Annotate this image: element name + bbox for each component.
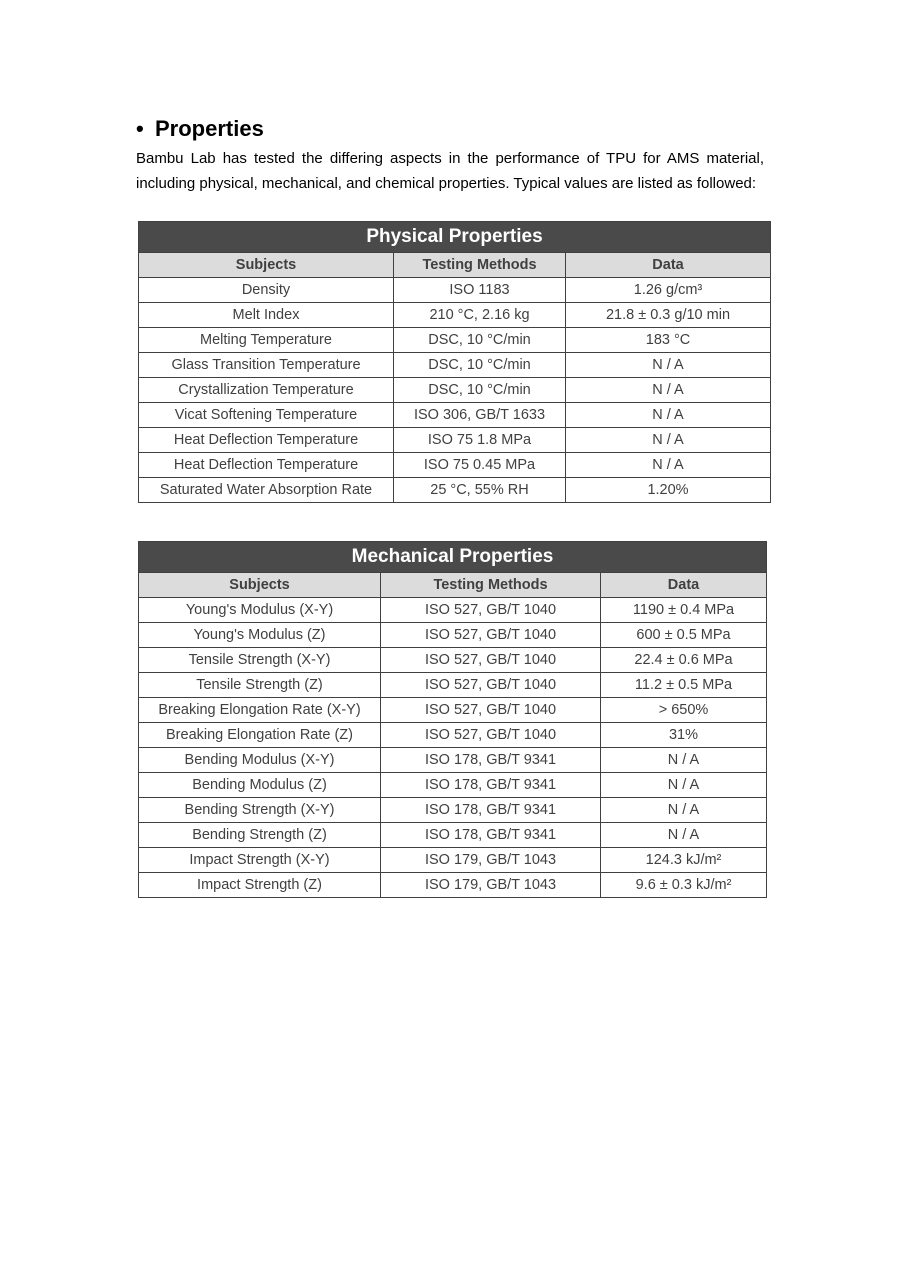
table-row [139,848,767,873]
table-row [139,673,767,698]
table-row [139,478,771,503]
bullet-icon: • [136,116,144,141]
data-cell: 22.4 ± 0.6 MPa [601,648,767,673]
method-cell: DSC, 10 °C/min [394,378,566,403]
section-heading [136,114,264,144]
data-cell: 600 ± 0.5 MPa [601,623,767,648]
method-cell: DSC, 10 °C/min [394,328,566,353]
method-cell: ISO 75 1.8 MPa [394,428,566,453]
column-header: Subjects [139,573,381,598]
subject-cell: Impact Strength (X-Y) [139,848,381,873]
table-row [139,353,771,378]
method-cell: ISO 527, GB/T 1040 [381,648,601,673]
method-cell: ISO 306, GB/T 1633 [394,403,566,428]
column-header: Testing Methods [394,253,566,278]
data-cell: N / A [601,773,767,798]
method-cell: ISO 527, GB/T 1040 [381,698,601,723]
table-row [139,403,771,428]
data-cell: 124.3 kJ/m² [601,848,767,873]
method-cell: ISO 527, GB/T 1040 [381,598,601,623]
table-row [139,453,771,478]
method-cell: ISO 178, GB/T 9341 [381,748,601,773]
method-cell: 25 °C, 55% RH [394,478,566,503]
intro-paragraph: Bambu Lab has tested the differing aspects in the performance of TPU for AMS material, including physical, mechanical, and chemical properties. Typical values are listed as followed: [136,150,764,192]
table-row [139,773,767,798]
subject-cell: Saturated Water Absorption Rate [139,478,394,503]
subject-cell: Glass Transition Temperature [139,353,394,378]
method-cell: ISO 527, GB/T 1040 [381,723,601,748]
method-cell: ISO 179, GB/T 1043 [381,873,601,898]
data-cell: N / A [566,353,771,378]
subject-cell: Tensile Strength (Z) [139,673,381,698]
method-cell: 210 °C, 2.16 kg [394,303,566,328]
subject-cell: Bending Modulus (X-Y) [139,748,381,773]
method-cell: ISO 178, GB/T 9341 [381,823,601,848]
data-cell: > 650% [601,698,767,723]
table-row [139,723,767,748]
data-cell: N / A [601,823,767,848]
mechanical-properties-table [138,541,767,898]
data-cell: 1190 ± 0.4 MPa [601,598,767,623]
data-cell: 1.20% [566,478,771,503]
subject-cell: Breaking Elongation Rate (Z) [139,723,381,748]
subject-cell: Young's Modulus (Z) [139,623,381,648]
subject-cell: Bending Strength (X-Y) [139,798,381,823]
subject-cell: Melting Temperature [139,328,394,353]
method-cell: ISO 527, GB/T 1040 [381,623,601,648]
table-row [139,798,767,823]
subject-cell: Young's Modulus (X-Y) [139,598,381,623]
subject-cell: Impact Strength (Z) [139,873,381,898]
method-cell: ISO 75 0.45 MPa [394,453,566,478]
table-row [139,873,767,898]
data-cell: 9.6 ± 0.3 kJ/m² [601,873,767,898]
method-cell: DSC, 10 °C/min [394,353,566,378]
column-header: Data [566,253,771,278]
subject-cell: Bending Strength (Z) [139,823,381,848]
subject-cell: Heat Deflection Temperature [139,428,394,453]
method-cell: ISO 1183 [394,278,566,303]
method-cell: ISO 178, GB/T 9341 [381,798,601,823]
subject-cell: Melt Index [139,303,394,328]
subject-cell: Heat Deflection Temperature [139,453,394,478]
table-row [139,698,767,723]
table-title: Physical Properties [139,222,771,253]
subject-cell: Crystallization Temperature [139,378,394,403]
data-cell: N / A [566,453,771,478]
column-header: Subjects [139,253,394,278]
table-row [139,278,771,303]
data-cell: N / A [566,378,771,403]
data-cell: 11.2 ± 0.5 MPa [601,673,767,698]
method-cell: ISO 527, GB/T 1040 [381,673,601,698]
subject-cell: Tensile Strength (X-Y) [139,648,381,673]
table-row [139,623,767,648]
subject-cell: Vicat Softening Temperature [139,403,394,428]
method-cell: ISO 178, GB/T 9341 [381,773,601,798]
subject-cell: Breaking Elongation Rate (X-Y) [139,698,381,723]
table-title: Mechanical Properties [139,542,767,573]
column-header: Data [601,573,767,598]
table-row [139,598,767,623]
data-cell: N / A [566,428,771,453]
table-row [139,823,767,848]
table-row [139,748,767,773]
data-cell: N / A [566,403,771,428]
data-cell: 21.8 ± 0.3 g/10 min [566,303,771,328]
data-cell: 31% [601,723,767,748]
subject-cell: Density [139,278,394,303]
data-cell: N / A [601,748,767,773]
data-cell: N / A [601,798,767,823]
physical-properties-table [138,221,771,503]
method-cell: ISO 179, GB/T 1043 [381,848,601,873]
column-header: Testing Methods [381,573,601,598]
table-row [139,328,771,353]
data-cell: 1.26 g/cm³ [566,278,771,303]
data-cell: 183 °C [566,328,771,353]
table-row [139,378,771,403]
table-row [139,428,771,453]
table-row [139,648,767,673]
table-row [139,303,771,328]
section-title: Properties [155,116,264,141]
subject-cell: Bending Modulus (Z) [139,773,381,798]
